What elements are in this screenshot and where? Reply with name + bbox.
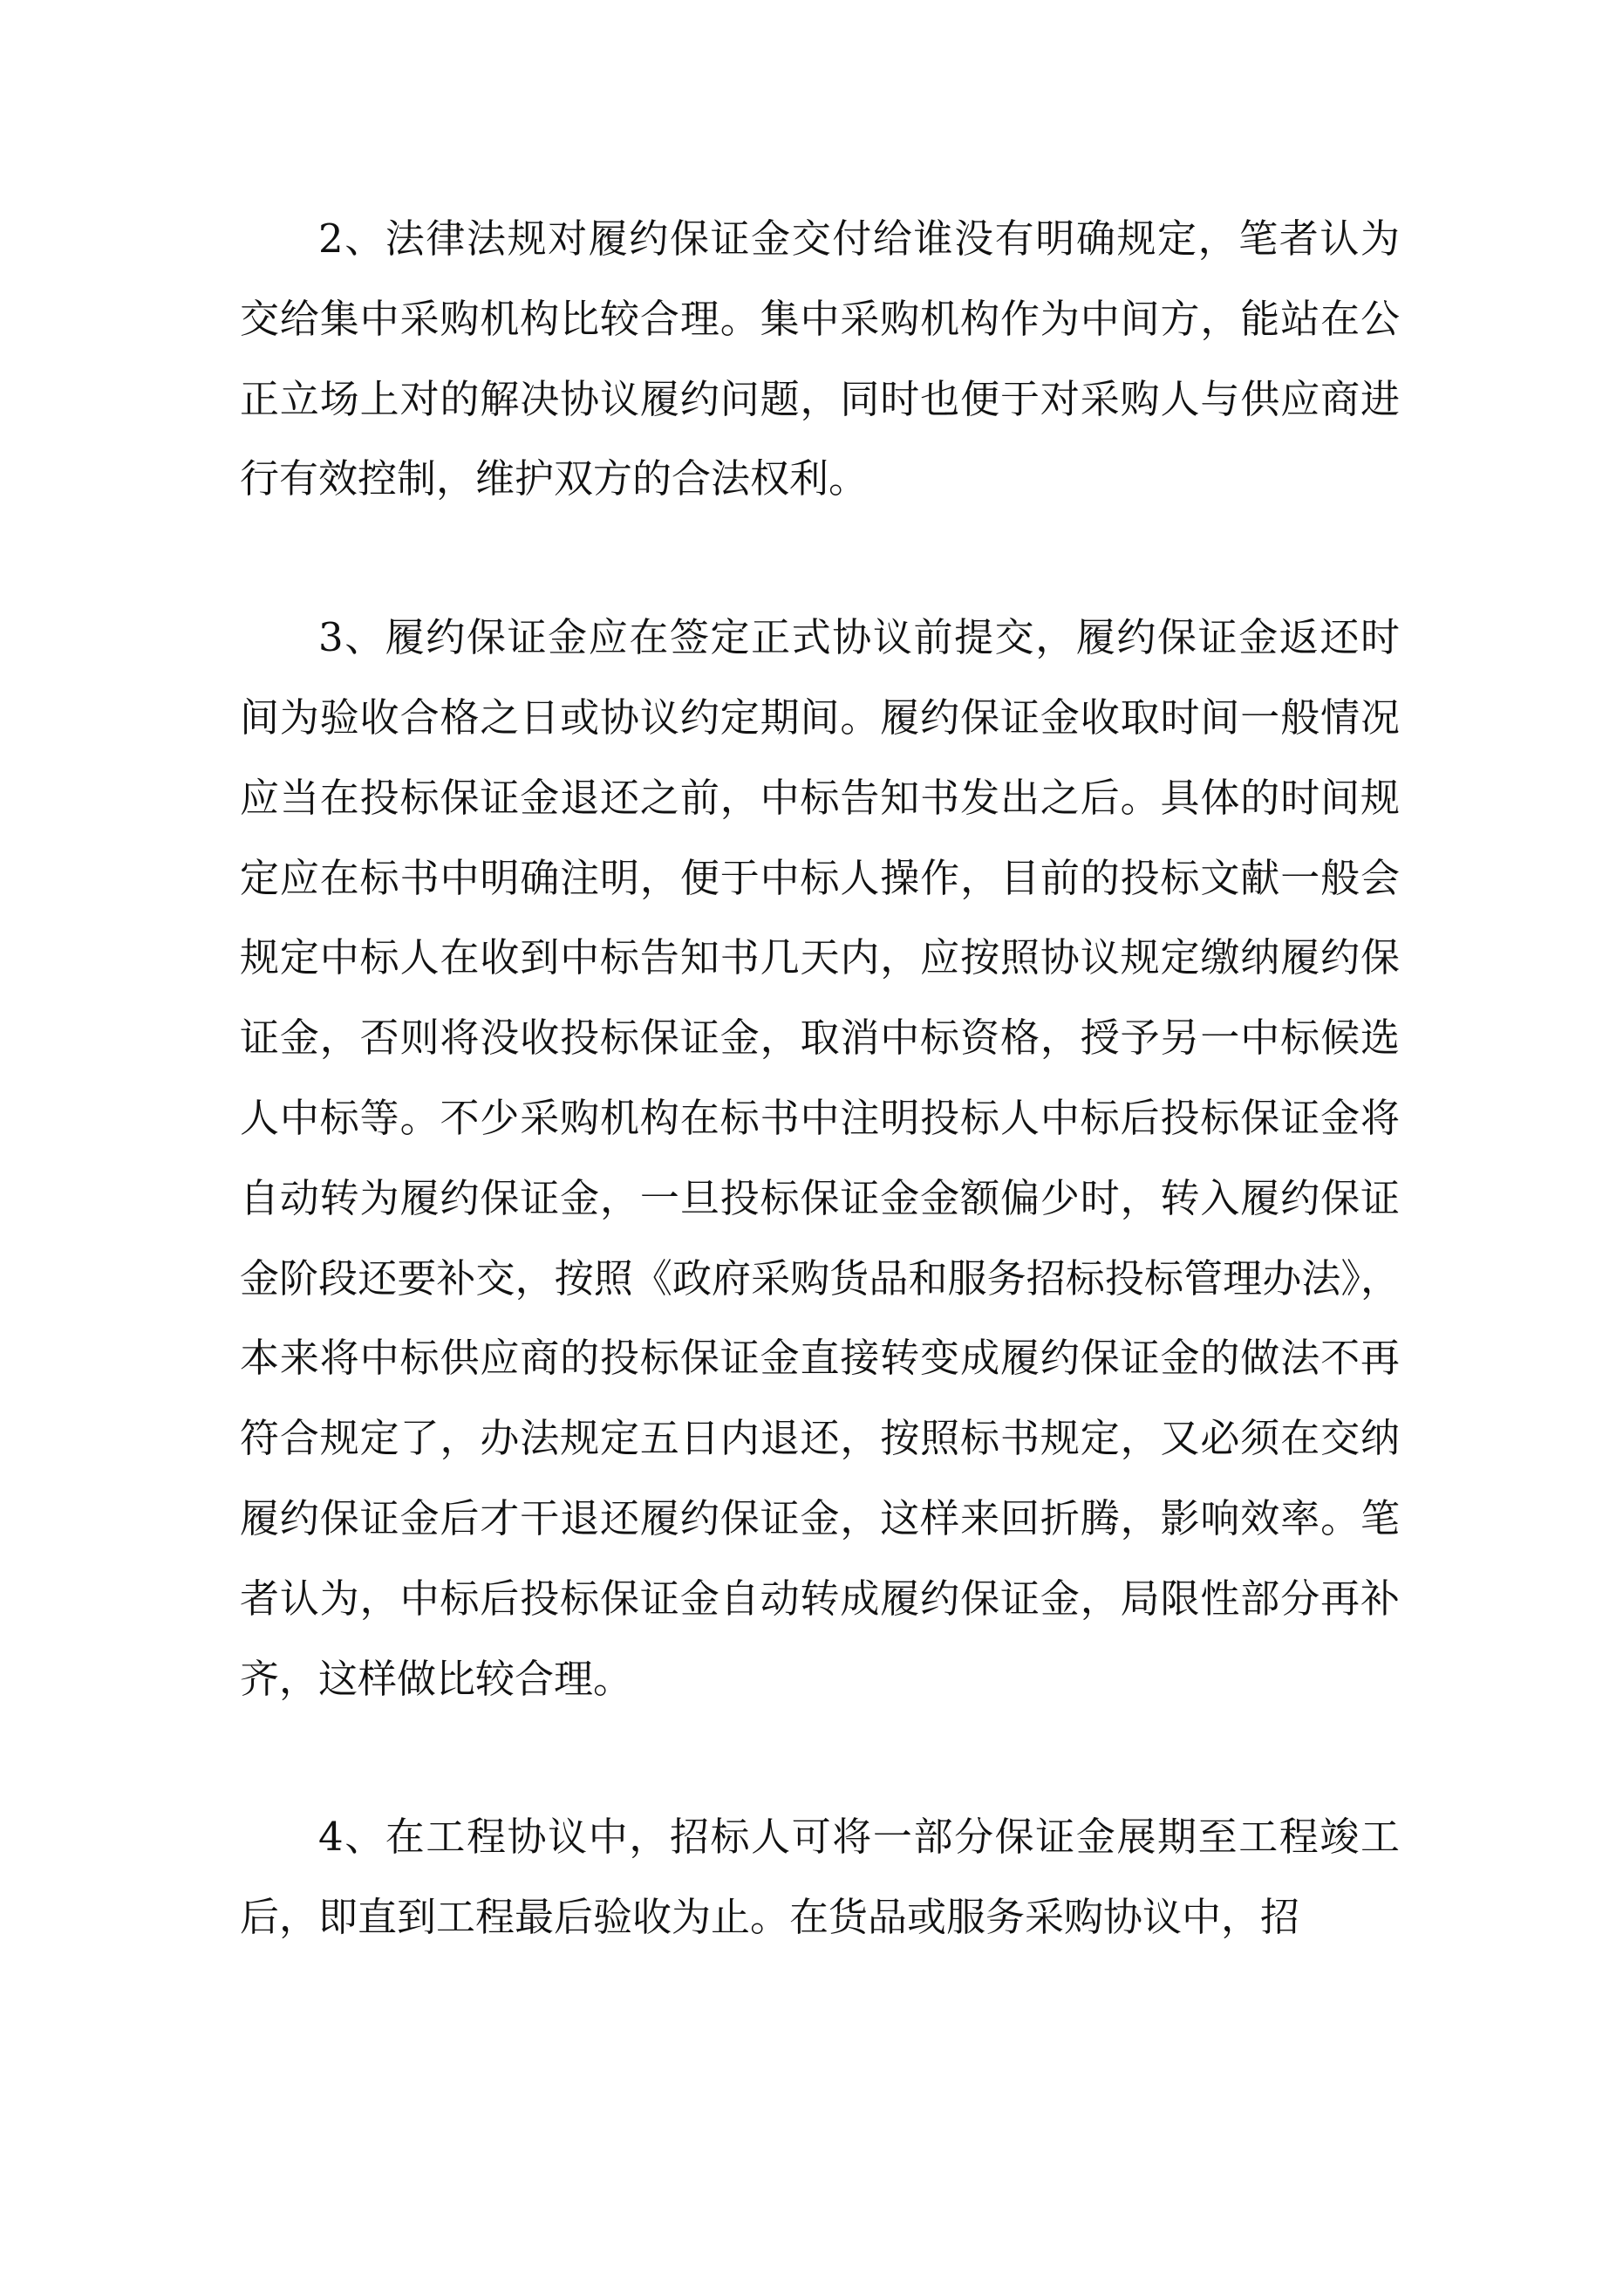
paragraph-4: 4、在工程协议中，招标人可将一部分保证金展期至工程竣工后，即直到工程最后验收为止。在货品或服务采购协议中，招 xyxy=(240,1814,1400,1941)
paragraph-3: 3、履约保证金应在签定正式协议前提交，履约保证金返还时间为验收合格之日或协议约定期间。履约保证金收取时间一般情况应当在投标保证金退还之前，中标告知书发出之后。具体的时间规定应在标书中明确注明，便于中标人操作，目前的投标文献一般会规定中标人在收到中标告知书几天内，应按照协议规定缴纳履约保证金，否则将没收投标保证金，取消中标资格，授予另一中标候选人中标等。不少采购机构在标书中注明投标人中标后投标保证金将自动转为履约保证金，一旦投标保证金金额偏少时，转入履约保证金阶段还要补交，按照《政府采购货品和服务招标投标管理办法》，本来将中标供应商的投标保证金直接转变成履约保证金的做法不再符合规定了，办法规定五日内退还，按照标书规定，又必须在交纳履约保证金后才干退还履约保证金，这样来回折腾，影响效率。笔者认为，中标后投标保证金自动转成履约保证金，局限性部分再补齐，这样做比较合理。 xyxy=(240,614,1400,1702)
document-body xyxy=(240,199,1400,1958)
paragraph-2: 2、法律法规对履约保证金交付给谁没有明确规定，笔者认为交给集中采购机构比较合理。集中采购机构作为中间方，能站在公正立场上对的解决协议履约问题，同时也便于对采购人与供应商进行有效控制，维护双方的合法权利。 xyxy=(240,215,1400,502)
